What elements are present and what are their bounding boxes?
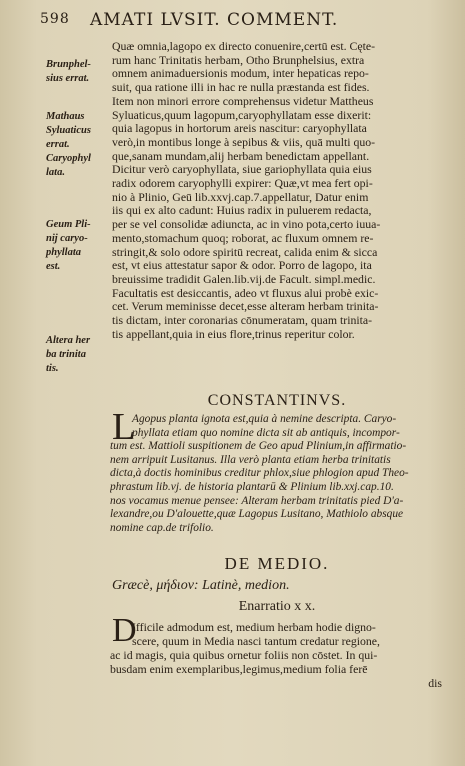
text-line: iis qui ex alto cadunt: Huius radix in puluerem redacta, [112,204,372,218]
commentary-line: nos vocamus menue pensee: Alteram herbam trinitatis pied D'a- [110,494,404,507]
text-line: nio à Plinio, Geū lib.xxvj.cap.7.appellatur, Datur enim [112,190,369,204]
drop-cap-l: L [112,406,136,448]
enarratio-line: scere, quum in Media nasci tantum credatur regione, [132,634,380,648]
commentary-line: phrastum lib.vj. de historia plantarū & Plinium lib.xxj.cap.10. [110,480,394,493]
text-line: verò,in montibus longe à sepibus & viis, quā multi quo- [112,135,376,149]
running-title: AMATI LVSIT. COMMENT. [90,10,339,30]
margin-line: lata. [46,167,65,178]
margin-line: sius errat. [46,73,90,84]
text-line: tis appellant,quia in eius flore,trinus reperitur color. [112,327,355,341]
margin-line: Altera her [46,335,91,346]
main-text [112,40,442,341]
enarratio-title: Enarratio x x. [238,599,316,614]
margin-line: tis. [46,363,59,374]
commentary-line: Agopus planta ignota est,quia à nemine descripta. Caryo- [132,413,397,425]
text-line: suit, qua ratione illi in hac re nulla præstanda est fides. [112,81,370,95]
text-line: rum hanc Trinitatis herbam, Otho Brunphelsius, extra [112,53,365,67]
commentary-line: lexandre,ou D'alouette,quæ Lagopus Lusitano, Mathiolo absque [110,508,404,521]
enarratio-line: Ifficile admodum est, medium herbam hodie digno- [132,620,376,634]
commentary-line: nomine cap.de trifolio. [110,521,214,534]
enarratio-text [110,620,442,690]
page-number: 598 [40,11,70,27]
margin-note-mathaeus [46,110,108,180]
enarratio-line: busdam enim exemplaribus,legimus,medium folia ferē [110,662,368,676]
text-line: Facultatis est desiccantis, adeo vt fluxus alui probè exic- [112,286,379,300]
margin-note-altera [46,334,108,376]
margin-line: errat. [46,139,70,150]
text-line: Dicitur verò caryophyllata, siue gariophyllata quia eius [112,163,372,177]
text-line: stringit,& solo odore spiritū recreat, calida enim & sicca [112,245,378,259]
commentary-line: phyllata etiam quo nomine dicta sit ab antiquis, incompor- [132,426,400,439]
running-head [40,10,445,32]
catchword: dis [428,676,442,690]
text-line: per se vel consolidæ adiuncta, ac in vino pota,certo iuua- [112,218,381,232]
section-heading-de-medio: DE MEDIO. [224,554,330,573]
margin-line: ba trinita [46,349,86,360]
commentary-line: tum est. Mattioli suspitionem de Geo apud Plinium,in affirmatio- [110,440,407,453]
margin-note-geum [46,218,108,274]
margin-line: nij caryo- [46,233,88,244]
commentary-text [110,413,442,535]
margin-note-brunphelsius [46,58,108,86]
text-line: mento,stomachum quoq; roborat, ac fluxum omnem re- [112,231,374,245]
section-heading-constantinus: CONSTANTINVS. [207,392,347,409]
margin-line: est. [46,261,61,272]
commentary-line: dicta,à doctis hominibus creditur phlox,siue phlogion apud Theo- [110,467,409,480]
text-line: est, vt eius attestatur sapor & odor. Porro de lagopo, ita [112,259,372,273]
margin-line: Mathaus [46,111,85,122]
margin-line: Geum Pli- [46,219,91,230]
margin-line: Syluaticus [46,125,91,136]
text-line: que,sanam mundam,alij herbam benedictam appellant. [112,149,370,163]
text-line: Item non minori errore comprehensus videtur Mattheus [112,94,374,108]
text-line: Syluaticus,quum lagopum,caryophyllatam esse dixerit: [112,108,372,122]
margin-line: Caryophyl [46,153,91,164]
margin-line: Brunphel- [46,59,91,70]
greek-latin-line: Græcè, μήδιον: Latinè, medion. [112,578,290,593]
commentary-line: nem arripuit Lusitanus. Illa verò planta etiam herba trinitatis [110,453,391,466]
margin-line: phyllata [46,247,82,258]
text-line: quia lagopus in hortorum areis nascitur: caryophyllata [112,122,367,136]
enarratio-line: ac id magis, quia quibus ornetur foliis non cōstet. In qui- [110,648,378,662]
text-line: cet. Verum meminisse decet,esse alteram herbam trinita- [112,300,379,314]
text-line: Quæ omnia,lagopo ex directo conuenire,certū est. Cęte- [112,40,376,53]
text-line: tis dictam, inter coronarias cōnumeratam, quam trinita- [112,314,373,328]
drop-cap-d: D [112,612,137,649]
text-line: radix odorem caryophylli expirer: Quæ,vt mea fert opi- [112,177,373,191]
text-line: omnem animaduersionis modum, inter hepaticas repo- [112,67,369,81]
text-line: breuissime tradidit Galen.lib.vij.de Facult. simpl.medic. [112,272,376,286]
